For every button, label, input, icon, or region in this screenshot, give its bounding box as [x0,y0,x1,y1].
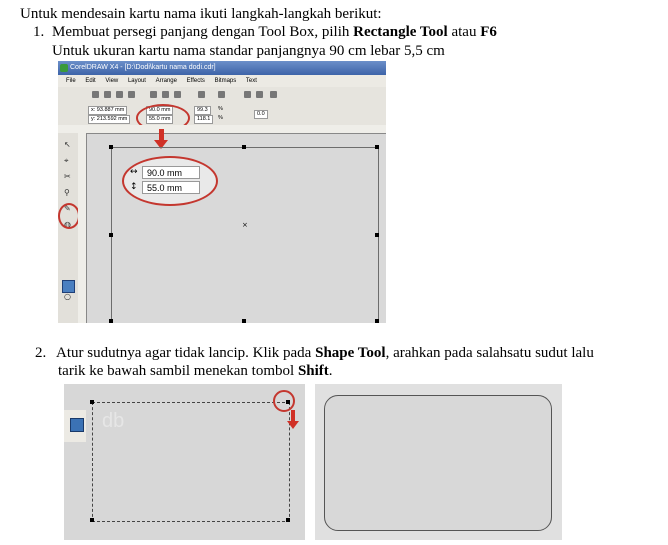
width-icon: ↔ [130,167,138,177]
menu-edit[interactable]: Edit [85,78,96,84]
rounded-result-screenshot [315,384,562,540]
step2-line2 [58,362,333,380]
step2-text-c: , arahkan pada salahsatu sudut lalu [385,345,594,361]
selected-rectangle[interactable] [92,402,290,522]
copy-icon[interactable] [162,91,169,98]
step1-line1 [52,23,497,41]
size-zoom-callout [122,156,218,206]
undo-icon[interactable] [198,91,205,98]
selection-handle[interactable] [109,233,113,237]
step2-text-a: Atur sudutnya agar tidak lancip. Klik pada [56,345,316,361]
menu-arrange[interactable]: Arrange [155,78,177,84]
step1-rectangle-tool: Rectangle Tool [353,24,448,40]
print-icon[interactable] [128,91,135,98]
step1-number: 1. [33,24,45,40]
x-field[interactable]: x: 93.887 mm [88,106,127,115]
ellipse-tool-icon[interactable]: ○ [64,292,71,301]
standard-toolbar [58,87,386,104]
app-icon [60,64,68,72]
step2-shift: Shift [297,363,329,379]
selection-handle[interactable] [242,319,246,323]
property-bar [58,103,386,126]
open-icon[interactable] [104,91,111,98]
step1-text-c: atau [447,24,481,40]
selection-handle[interactable] [109,145,113,149]
selection-handle[interactable] [375,233,379,237]
scale-x-unit: % [218,106,223,112]
smart-fill-icon[interactable]: ◍ [64,220,71,229]
step2-text-d: tarik ke bawah sambil menekan tombol [58,363,298,379]
width-field-small[interactable]: 90.0 mm [146,106,173,115]
height-field-zoom[interactable]: 55.0 mm [142,181,200,194]
import-icon[interactable] [244,91,251,98]
step2-line1 [56,344,594,362]
menu-text[interactable]: Text [245,78,257,84]
menu-effects[interactable]: Effects [186,78,205,84]
step2-text-e: . [328,363,333,379]
rotation-field[interactable]: 0.0 [254,110,268,119]
corner-node[interactable] [90,518,94,522]
coreldraw-screenshot [58,61,386,323]
center-marker: × [242,221,248,229]
corner-node[interactable] [286,518,290,522]
zoom-tool-icon[interactable]: ⚲ [64,188,70,197]
shape-tool-screenshot [64,384,305,540]
cut-icon[interactable] [150,91,157,98]
redo-icon[interactable] [218,91,225,98]
height-field-small[interactable]: 55.0 mm [146,115,173,124]
menu-bitmaps[interactable]: Bitmaps [214,78,237,84]
corner-node[interactable] [90,400,94,404]
scale-x-field[interactable]: 99.3 [194,106,211,115]
pick-tool-icon[interactable]: ↖ [64,140,71,149]
rounded-rectangle [324,395,552,531]
export-icon[interactable] [256,91,263,98]
new-icon[interactable] [92,91,99,98]
save-icon[interactable] [116,91,123,98]
step2-number: 2. [35,345,47,361]
shape-tool-icon[interactable] [70,418,84,432]
step2-shape-tool: Shape Tool [315,345,386,361]
width-field-zoom[interactable]: 90.0 mm [142,166,200,179]
selection-handle[interactable] [109,319,113,323]
title-bar [58,61,386,75]
step1-text-a: Membuat persegi panjang dengan Tool Box, pilih [52,24,354,40]
intro-text: Untuk mendesain kartu nama ikuti langkah-langkah berikut: [20,6,382,22]
rectangle-tool-highlight [58,203,80,229]
selection-handle[interactable] [375,319,379,323]
selection-handle[interactable] [375,145,379,149]
watermark: db [102,410,125,432]
menu-view[interactable]: View [105,78,119,84]
scale-y-unit: % [218,115,223,121]
vertical-ruler [78,133,87,323]
menu-bar [58,75,386,87]
scale-y-field[interactable]: 118.1 [194,115,213,124]
window-title: CorelDRAW X4 - [D:\Dodi\kartu nama dodi.cdr] [70,64,216,71]
freehand-tool-icon[interactable]: ✎ [64,204,71,213]
crop-tool-icon[interactable]: ✂ [64,172,71,181]
red-arrow-down-icon [287,421,299,429]
y-field[interactable]: y: 213.592 mm [88,115,130,124]
selection-handle[interactable] [242,145,246,149]
menu-file[interactable]: File [66,78,76,84]
paste-icon[interactable] [174,91,181,98]
menu-layout[interactable]: Layout [127,78,146,84]
horizontal-ruler [58,125,386,134]
app-launcher-icon[interactable] [270,91,277,98]
height-icon: ↕ [130,182,138,192]
shape-tool-icon[interactable]: ⌖ [64,156,69,165]
step1-line2: Untuk ukuran kartu nama standar panjangnya 90 cm lebar 5,5 cm [52,43,445,59]
toolbox [64,410,86,442]
step1-f6: F6 [480,24,497,40]
corner-highlight [273,390,295,412]
